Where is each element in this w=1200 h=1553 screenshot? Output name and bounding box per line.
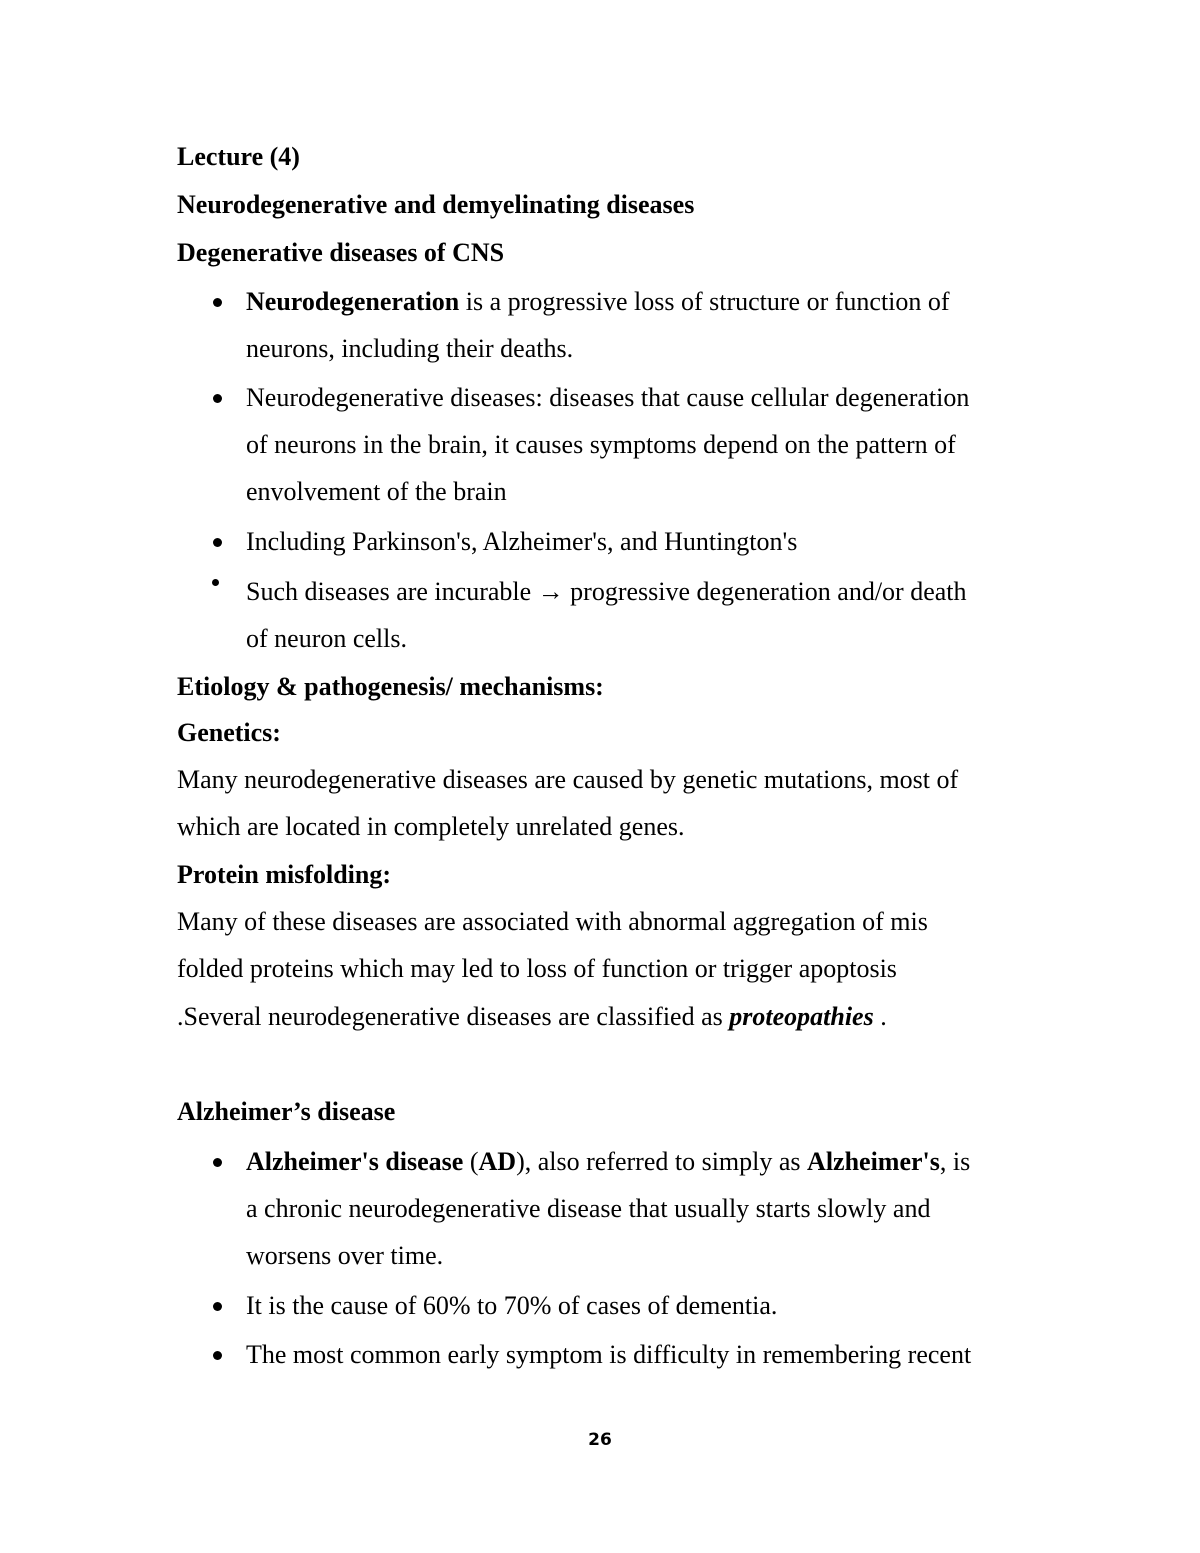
protein-paragraph: Many of these diseases are associated with abnormal aggregation of mis — [177, 907, 928, 936]
bullet-continuation: a chronic neurodegenerative disease that usually starts slowly and — [246, 1194, 931, 1223]
term-proteopathies: proteopathies — [729, 1002, 874, 1031]
bullet-continuation: envolvement of the brain — [246, 477, 507, 506]
bullet-dot — [213, 394, 222, 403]
term-alzheimers-disease: Alzheimer's disease — [246, 1147, 464, 1176]
term-ad: AD — [478, 1147, 517, 1176]
protein-paragraph — [177, 1002, 887, 1032]
bullet-dot — [213, 298, 222, 307]
bullet-text: ), also referred to simply as — [516, 1147, 808, 1176]
term-neurodegeneration: Neurodegeneration — [246, 287, 460, 316]
protein-paragraph: folded proteins which may led to loss of function or trigger apoptosis — [177, 954, 897, 983]
lecture-title: Lecture (4) — [177, 142, 300, 171]
protein-text: .Several neurodegenerative diseases are classified as — [177, 1002, 730, 1031]
bullet-dot — [213, 1158, 222, 1167]
bullet-dot — [213, 1302, 222, 1311]
genetics-paragraph: which are located in completely unrelated genes. — [177, 812, 685, 841]
alzheimers-heading: Alzheimer’s disease — [177, 1097, 396, 1126]
chapter-title: Neurodegenerative and demyelinating diseases — [177, 190, 695, 219]
term-alzheimers: Alzheimer's — [807, 1147, 940, 1176]
protein-heading: Protein misfolding: — [177, 860, 392, 889]
bullet-dot — [213, 1351, 222, 1360]
section-title: Degenerative diseases of CNS — [177, 238, 505, 267]
bullet-continuation: worsens over time. — [246, 1241, 444, 1270]
bullet-neurodegeneration — [246, 287, 950, 317]
genetics-heading: Genetics: — [177, 718, 281, 747]
bullet-early-symptom: The most common early symptom is difficulty in remembering recent — [246, 1340, 972, 1369]
bullet-including: Including Parkinson's, Alzheimer's, and Huntington's — [246, 527, 798, 556]
bullet-text: ( — [463, 1147, 479, 1176]
bullet-dot — [213, 538, 222, 547]
bullet-text: is a progressive loss of structure or function of — [459, 287, 950, 316]
etiology-heading: Etiology & pathogenesis/ mechanisms: — [177, 672, 604, 701]
bullet-alzheimers-definition — [246, 1147, 970, 1177]
genetics-paragraph: Many neurodegenerative diseases are caused by genetic mutations, most of — [177, 765, 959, 794]
bullet-incurable: Such diseases are incurable → progressive degeneration and/or death — [246, 577, 967, 606]
bullet-text: , is — [939, 1147, 971, 1176]
bullet-continuation: of neurons in the brain, it causes symptoms depend on the pattern of — [246, 430, 956, 459]
bullet-dot — [212, 579, 219, 586]
page-number: 26 — [588, 1430, 612, 1450]
bullet-dementia: It is the cause of 60% to 70% of cases of dementia. — [246, 1291, 778, 1320]
bullet-continuation: neurons, including their deaths. — [246, 334, 574, 363]
protein-text: . — [873, 1002, 887, 1031]
bullet-continuation: of neuron cells. — [246, 624, 408, 653]
bullet-neurodegenerative-diseases: Neurodegenerative diseases: diseases that cause cellular degeneration — [246, 383, 970, 412]
